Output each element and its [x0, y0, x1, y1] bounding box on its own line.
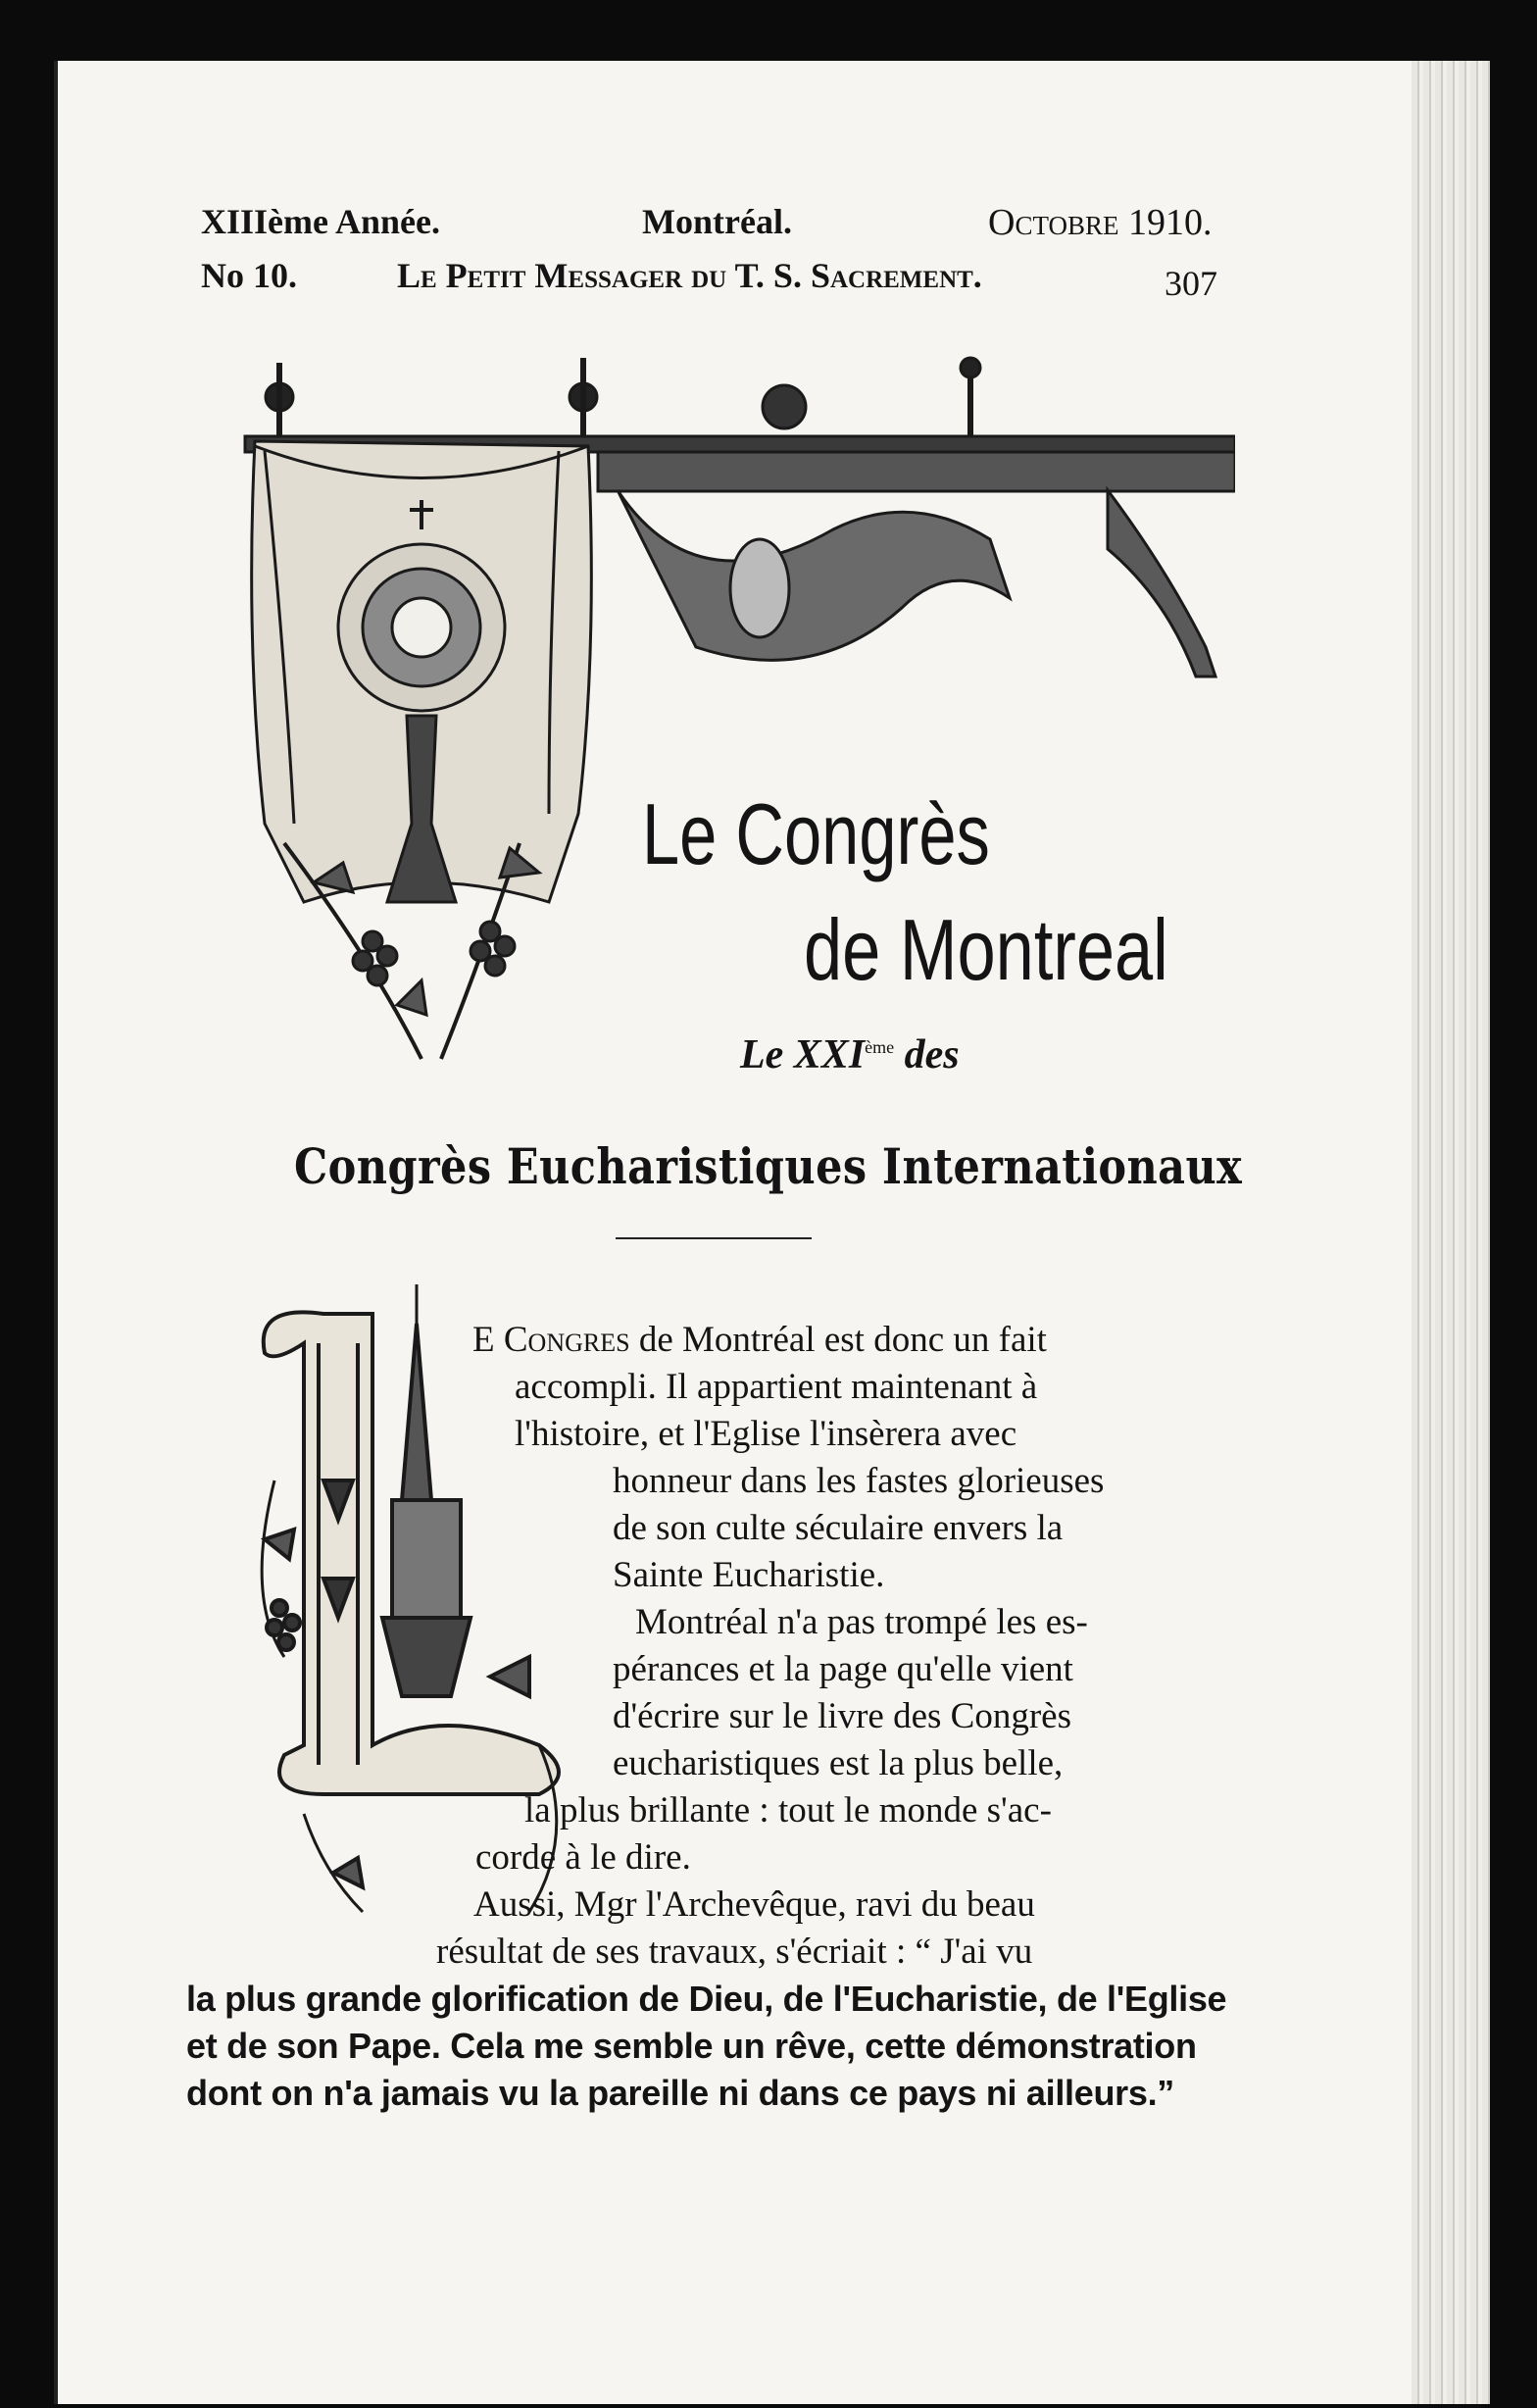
title-divider [616, 1237, 812, 1239]
header-numero: No 10. [201, 256, 297, 295]
body-line-11: la plus brillante : tout le monde s'ac- [524, 1790, 1052, 1831]
body-line-4: honneur dans les fastes glorieuses [613, 1461, 1105, 1501]
subtitle-superscript: ème [865, 1037, 895, 1057]
article-title-line1: Le Congrès [642, 785, 990, 882]
body-line-12: corde à le dire. [475, 1837, 691, 1878]
header-revue: Le Petit Messager du T. S. Sacrement. [397, 256, 982, 295]
body-line-10: eucharistiques est la plus belle, [613, 1743, 1064, 1783]
subtitle-des: des [904, 1032, 960, 1078]
header-ville: Montréal. [642, 202, 792, 241]
quote-line-1: la plus grande glorification de Dieu, de l'Eucharistie, de l'Eglise [186, 1979, 1227, 2019]
body-line-13: Aussi, Mgr l'Archevêque, ravi du beau [473, 1884, 1035, 1925]
header-date: Octobre 1910. [988, 202, 1213, 243]
body-line-3: l'histoire, et l'Eglise l'insèrera avec [515, 1414, 1017, 1454]
body-congres-smallcaps: Congres [503, 1320, 630, 1360]
subtitle-roman-numeral: XXI [793, 1032, 866, 1078]
body-line-8: pérances et la page qu'elle vient [613, 1649, 1073, 1689]
body-line-6: Sainte Eucharistie. [613, 1555, 885, 1595]
quote-line-3: dont on n'a jamais vu la pareille ni dans ce pays ni ailleurs.” [186, 2073, 1174, 2113]
body-line-14: résultat de ses travaux, s'écriait : “ J'ai vu [436, 1931, 1033, 1972]
article-title-line2: de Montreal [804, 901, 1168, 998]
body-line-1: E Congres de Montréal est donc un fait [472, 1320, 1047, 1360]
subtitle-le: Le [740, 1032, 784, 1078]
article-subtitle-line2: Congrès Eucharistiques Internationaux [294, 1137, 1243, 1195]
article-subtitle-line1 [740, 1031, 960, 1079]
initial-letter-text: L [284, 1729, 297, 1750]
body-line-9: d'écrire sur le livre des Congrès [613, 1696, 1071, 1736]
quote-line-2: et de son Pape. Cela me semble un rêve, cette démonstration [186, 2026, 1197, 2066]
page-edge [1412, 61, 1490, 2404]
body-line-1-source [472, 1319, 1042, 1361]
body-line-2: accompli. Il appartient maintenant à [515, 1367, 1038, 1407]
header-page-number: 307 [1165, 264, 1217, 303]
header-annee: XIIIème Année. [201, 202, 440, 241]
body-line-7: Montréal n'a pas trompé les es- [635, 1602, 1088, 1642]
body-line-5: de son culte séculaire envers la [613, 1508, 1064, 1548]
